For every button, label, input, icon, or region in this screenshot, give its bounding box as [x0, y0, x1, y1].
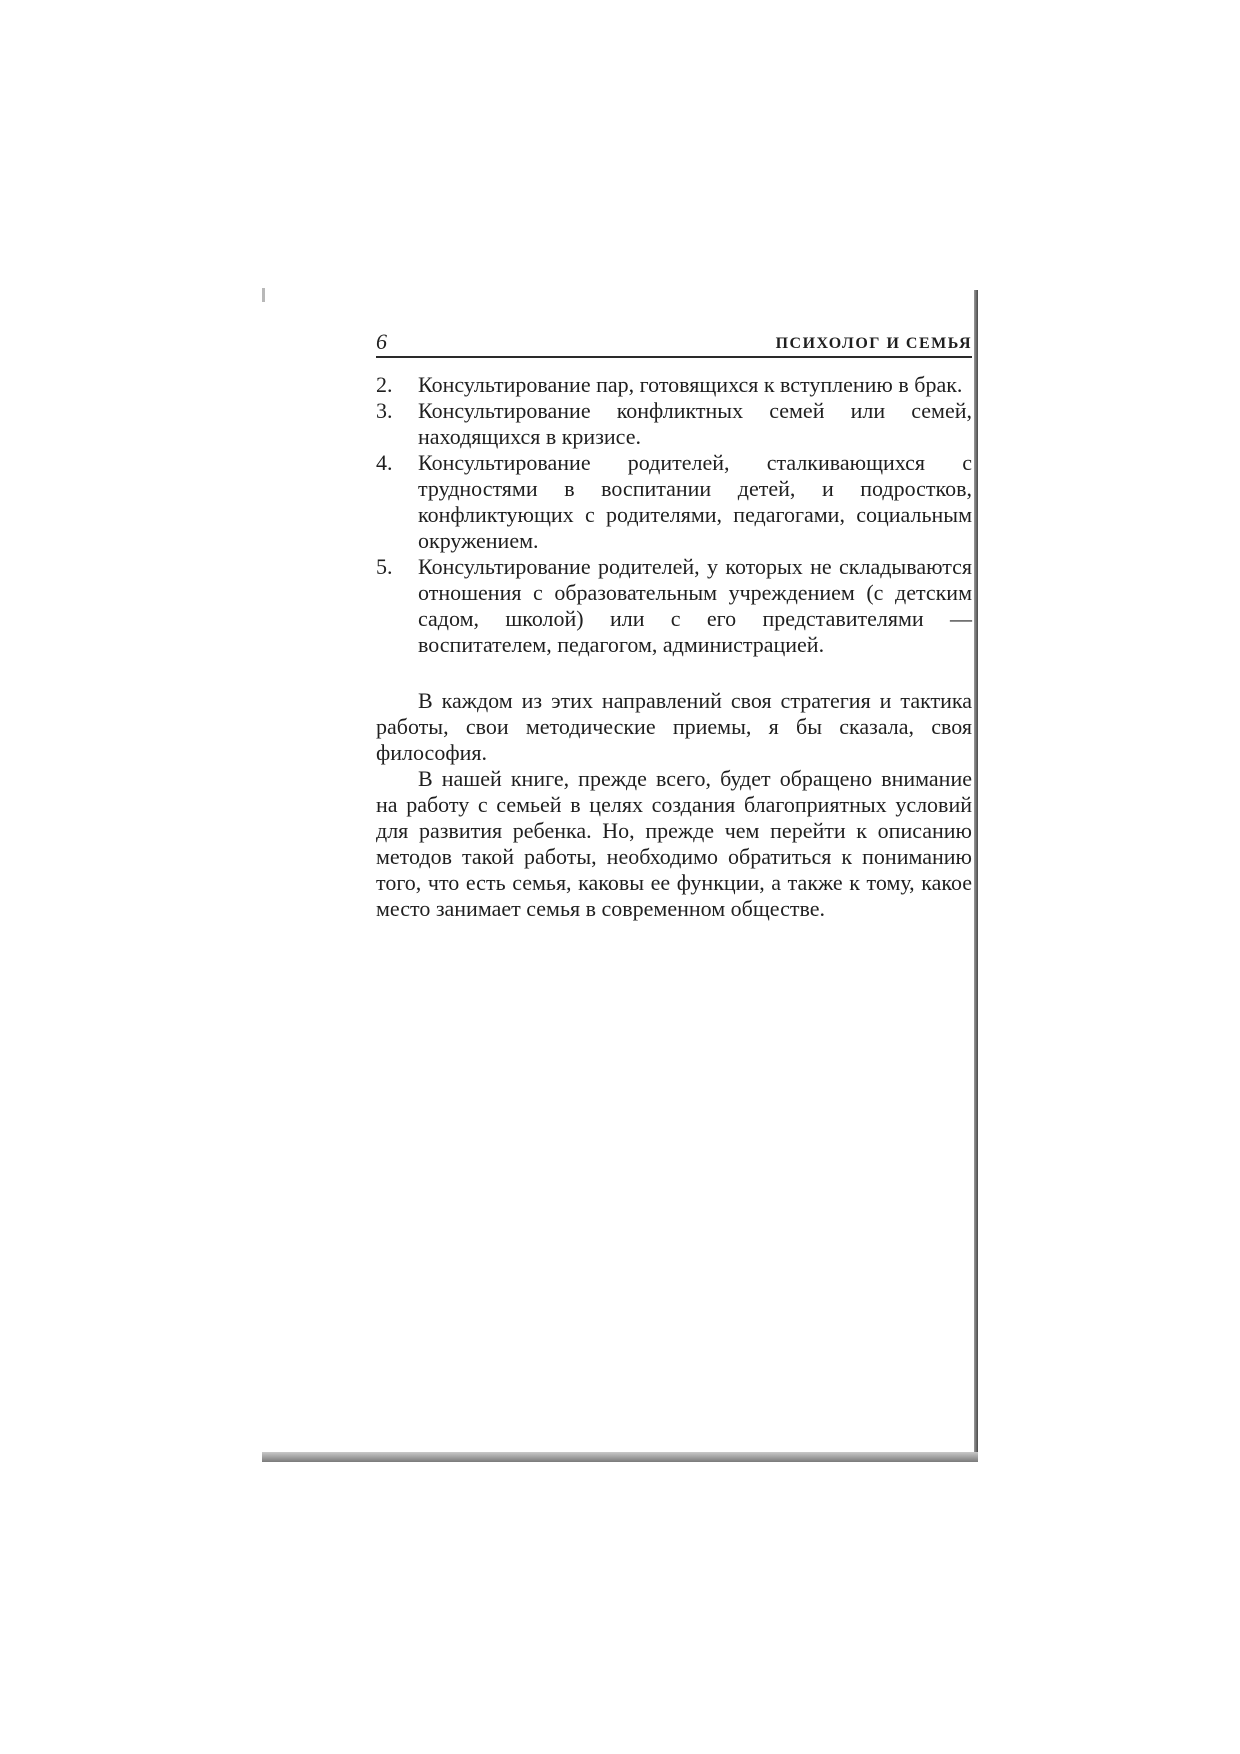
list-item-text: Консультирование родителей, сталкивающихся с трудностями в воспитании детей, и подростков, конфликтующих с родителями, педагогами, социальным окружением.	[418, 450, 972, 553]
page-edge-right	[974, 290, 978, 1460]
list-item-text: Консультирование родителей, у которых не складываются отношения с образовательным учреждением (с детским садом, школой) или с его представителями — воспитателем, педагогом, администрацией.	[418, 554, 972, 657]
list-item	[376, 450, 972, 554]
list-item	[376, 398, 972, 450]
list-item-number: 2.	[376, 372, 393, 397]
running-title: ПСИХОЛОГ И СЕМЬЯ	[775, 335, 972, 352]
book-page	[376, 320, 972, 922]
body-text	[376, 688, 972, 922]
scan-mark	[262, 288, 265, 302]
list-item-number: 4.	[376, 450, 393, 475]
list-item-number: 3.	[376, 398, 393, 423]
list-item	[376, 554, 972, 658]
numbered-list	[376, 372, 972, 658]
page-number: 6	[376, 329, 387, 354]
paragraph: В каждом из этих направлений своя стратегия и тактика работы, свои методические приемы, я бы сказала, своя философия.	[376, 688, 972, 765]
list-item-text: Консультирование конфликтных семей или семей, находящихся в кризисе.	[418, 398, 972, 449]
page-edge-bottom	[262, 1452, 978, 1462]
paragraph: В нашей книге, прежде всего, будет обращено внимание на работу с семьей в целях создания благоприятных условий для развития ребенка. Но, прежде чем перейти к описанию методов такой работы, необходимо обратиться к пониманию того, что есть семья, каковы ее функции, а также к тому, какое место занимает семья в современном обществе.	[376, 766, 972, 921]
list-item-text: Консультирование пар, готовящихся к вступлению в брак.	[418, 372, 963, 397]
running-head	[376, 320, 972, 358]
list-item-number: 5.	[376, 554, 393, 579]
list-item	[376, 372, 972, 398]
